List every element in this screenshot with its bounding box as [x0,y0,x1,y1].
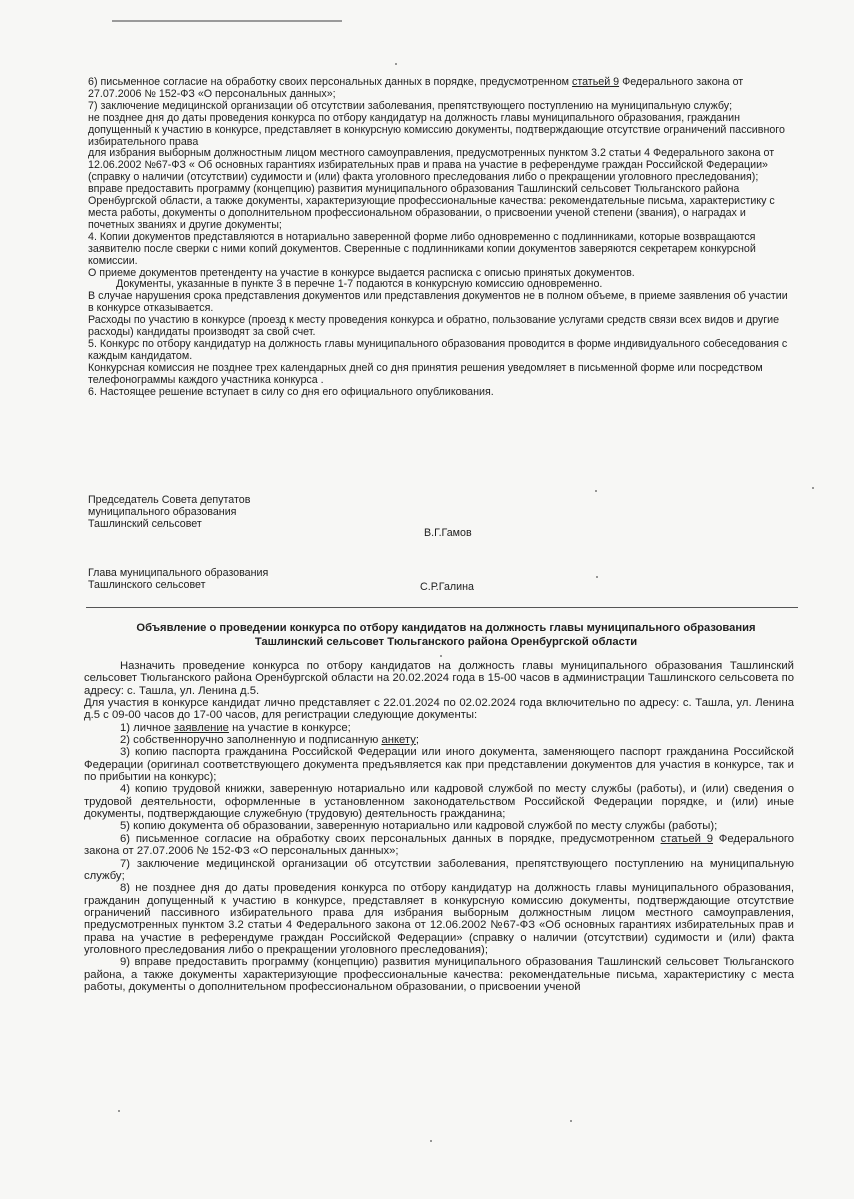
doc-item-3: 3) копию паспорта гражданина Российской Федерации или иного документа, заменяющего паспорт гражданина Российской Федерации (оригинал соответствующего документа предъявляется как при представлении документов для участия в конкурсе, так и по прибытии на конкурс); [84,746,794,784]
doc-item-7: 7) заключение медицинской организации об отсутствии заболевания, препятствующего поступлению на муниципальную службу; [84,857,794,882]
doc-item-9: 9) вправе предоставить программу (концепцию) развития муниципального образования Ташлинский сельсовет Тюльганского района, а также документы характеризующие профессиональные качества: рекомендательные письма, характеристику с места работы, документы о дополнительном профессиональном образовании, о присвоении ученой [84,956,794,993]
doc-item-2: 2) собственноручно заполненную и подписанную анкету; [120,734,420,747]
doc-item-4: 4) копию трудовой книжки, заверенную нотариально или кадровой службой по месту службы (работы), и (или) сведения о трудовой деятельности, оформленные в установленном законодательством Российской Федерации порядке, и (или) иные документы, подтверждающие служебную (трудовую) деятельность гражданина; [84,783,794,821]
chair-title-line2: муниципального образования [88,506,237,518]
doc-item-1: 1) личное заявление на участие в конкурсе; [120,721,351,734]
paragraph-refusal: В случае нарушения срока представления документов или представления документов не в полном объеме, в приеме заявления об участии в конкурсе отказывается. [88,290,788,315]
scan-speck [812,487,814,489]
head-title-line2: Ташлинского сельсовет [88,579,206,591]
head-name: С.Р.Галина [420,581,474,593]
paragraph-receipt: О приеме документов претенденту на участие в конкурсе выдается расписка с описью принятых документов. [88,266,635,279]
doc-item-8: 8) не позднее дня до даты проведения конкурса по отбору кандидатур на должность главы муниципального образования, гражданин допущенный к участию в конкурсе, представляет в конкурсную комиссию документы, подтверждающие отсутствие ограничений пассивного избирательного права для избрания выборным должностным лицом местного самоуправления, предусмотренных пунктом 3.2 статьи 4 Федерального закона от 12.06.2002 №67-ФЗ «Об основных гарантиях избирательных прав и права на участие в референдуме граждан Российской Федерации» (справку о наличии (отсутствии) судимости и (или) факта уголовного преследования либо о прекращении уголовного преследования); [84,882,794,956]
paragraph-notification: Конкурсная комиссия не позднее трех календарных дней со дня принятия решения уведомляет в письменной форме или посредством телефонограммы каждого участника конкурса . [88,361,763,386]
paragraph-schedule: Назначить проведение конкурса по отбору кандидатов на должность главы муниципального образования Ташлинский сельсовет Тюльганского района Оренбургской области на 20.02.2024 года в 15-00 часов в администрации Ташлинского сельсовета по адресу: с. Ташла, ул. Ленина д.5. [84,660,794,697]
announcement-title [82,622,810,649]
paragraph-effective: 6. Настоящее решение вступает в силу со дня его официального опубликования. [88,385,494,398]
scan-speck [430,1140,432,1142]
paragraph-criminal-record: для избрания выборным должностным лицом местного самоуправления, предусмотренных пунктом 3.2 статьи 4 Федерального закона от 12.06.2002 №67-ФЗ « Об основных гарантиях избирательных прав и права на участие в референдуме граждан Российской Федерации» (справку о наличии (отсутствии) судимости и (или) факта уголовного преследования либо о прекращении уголовного преследования); [88,147,775,184]
doc-item-6: 6) письменное согласие на обработку своих персональных данных в порядке, предусмотренном статьей 9 Федерального закона от 27.07.2006 № 152-ФЗ «О персональных данных»; [84,832,795,858]
scan-speck [570,1120,572,1122]
chair-title-line1: Председатель Совета депутатов [88,494,251,506]
decision-continuation [88,77,788,398]
chair-title-line3: Ташлинский сельсовет [88,518,202,530]
top-scan-rule [112,20,342,22]
paragraph-submission: Для участия в конкурсе кандидат лично представляет с 22.01.2024 по 02.02.2024 года включительно по адресу: с. Ташла, ул. Ленина д.5 с 09-00 часов до 17-00 часов, для регистрации следующие документы: [84,697,794,722]
article-9-link[interactable]: статьей 9 [571,76,620,88]
scan-speck [395,63,397,65]
chair-name: В.Г.Гамов [424,527,472,539]
head-signature-block [88,567,268,591]
paragraph-program: вправе предоставить программу (концепцию) развития муниципального образования Ташлинский сельсовет Тюльганского района Оренбургской области, а также документы, характеризующие профессиональные качества: рекомендательные письма, характеристику с места работы, документы о дополнительном профессиональном образовании, о присвоении ученой степени (звания), о наградах и почетных званиях и другие документы; [88,183,775,231]
paragraph-expenses: Расходы по участию в конкурсе (проезд к месту проведения конкурса и обратно, пользование услугами средств связи всех видов и другие расходы) кандидаты производят за свой счет. [88,314,780,339]
scan-speck [440,655,442,657]
item-6-consent: 6) письменное согласие на обработку своих персональных данных в порядке, предусмотренном статьей 9 Федерального закона от 27.07.2006 № 152-ФЗ «О персональных данных»; [88,76,744,100]
paragraph-interview: 5. Конкурс по отбору кандидатур на должность главы муниципального образования проводится в форме индивидуального собеседования с каждым кандидатом. [88,337,788,362]
questionnaire-link[interactable]: анкету [381,734,416,747]
scan-speck [118,1110,120,1112]
paragraph-copies: 4. Копии документов представляются в нотариально заверенной форме либо одновременно с подлинниками, которые возвращаются заявителю после сверки с ними копий документов. Сверенные с подлинниками копии документов заверяются секретарем конкурсной комиссии. [88,230,756,267]
article-9-link-2[interactable]: статьей 9 [660,832,714,845]
paragraph-simultaneous: Документы, указанные в пункте 3 в перечне 1-7 подаются в конкурсную комиссию одновременно. [116,278,603,291]
announcement-body [84,660,794,993]
section-divider [86,607,798,608]
chair-signature-block [88,494,250,530]
title-line2: Ташлинский сельсовет Тюльганского района Оренбургской области [254,635,638,648]
doc-item-5: 5) копию документа об образовании, заверенную нотариально или кадровой службой по месту службы (работы); [120,820,718,833]
head-title-line1: Глава муниципального образования [88,567,269,579]
paragraph-passive-right: не позднее дня до даты проведения конкурса по отбору кандидатур на должность главы муниципального образования, гражданин допущенный к участию в конкурсе, представляет в конкурсную комиссию документы, подтверждающие отсутствие ограничений пассивного избирательного права [88,111,785,148]
scan-speck [596,576,598,578]
item-7-medical: 7) заключение медицинской организации об отсутствии заболевания, препятствующего поступлению на муниципальную службу; [88,99,733,112]
application-link[interactable]: заявление [173,721,229,734]
scan-speck [595,490,597,492]
title-line1: Объявление о проведении конкурса по отбору кандидатов на должность главы муниципального образования [136,622,756,634]
